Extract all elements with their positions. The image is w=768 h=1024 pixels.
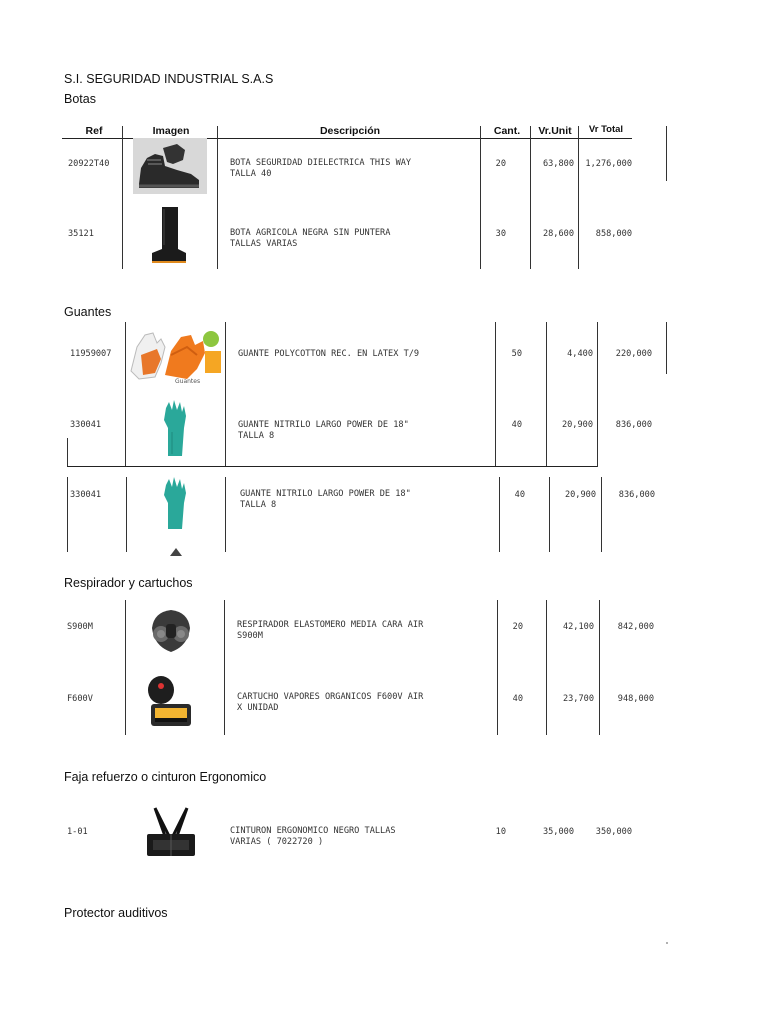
row-vr-unit: 23,700 <box>562 694 594 704</box>
row-vr-total: 220,000 <box>615 349 652 359</box>
section-title-protector: Protector auditivos <box>64 906 168 920</box>
row-description-line1: CARTUCHO VAPORES ORGANICOS F600V AIR <box>237 692 424 702</box>
partial-glove-icon <box>170 543 182 551</box>
safety-boot-icon <box>133 138 207 194</box>
row-ref: 1-01 <box>67 827 88 837</box>
col-divider <box>601 477 602 552</box>
row-cant: 20 <box>512 622 523 632</box>
row-vr-unit: 28,600 <box>542 229 574 239</box>
row-vr-unit: 20,900 <box>561 420 593 430</box>
row-cant: 40 <box>512 694 523 704</box>
nitrile-glove-icon <box>160 398 190 458</box>
row-description-line2: S900M <box>237 631 263 641</box>
row-ref: 35121 <box>68 229 94 239</box>
col-header-ref: Ref <box>85 125 103 137</box>
row-ref: 330041 <box>70 490 102 500</box>
col-divider <box>225 322 226 467</box>
col-divider <box>217 126 218 269</box>
col-header-vr-total: Vr Total <box>588 124 624 135</box>
section-title-botas: Botas <box>64 92 96 106</box>
row-ref: 20922T40 <box>68 159 110 169</box>
respirator-mask-icon <box>146 606 196 656</box>
col-divider <box>67 477 68 552</box>
col-divider <box>666 322 667 374</box>
col-divider <box>546 322 547 467</box>
col-header-vr-unit: Vr.Unit <box>538 125 572 137</box>
row-vr-unit: 20,900 <box>564 490 596 500</box>
row-ref: 330041 <box>70 420 102 430</box>
row-divider <box>67 466 597 467</box>
row-vr-total: 350,000 <box>595 827 632 837</box>
row-vr-unit: 42,100 <box>562 622 594 632</box>
row-description-line1: GUANTE POLYCOTTON REC. EN LATEX T/9 <box>238 349 420 359</box>
row-description-line2: TALLA 40 <box>230 169 272 179</box>
row-cant: 40 <box>514 490 525 500</box>
cartridge-icon <box>143 674 197 732</box>
row-description-line2: VARIAS ( 7022720 ) <box>230 837 324 847</box>
col-divider <box>549 477 550 552</box>
row-cant: 30 <box>495 229 506 239</box>
col-divider <box>499 477 500 552</box>
row-ref: F600V <box>67 694 93 704</box>
row-description-line2: X UNIDAD <box>237 703 279 713</box>
col-divider <box>497 600 498 735</box>
col-divider <box>225 477 226 552</box>
row-vr-total: 836,000 <box>615 420 652 430</box>
col-divider <box>597 322 598 467</box>
row-cant: 10 <box>495 827 506 837</box>
row-description-line2: TALLA 8 <box>238 431 275 441</box>
col-divider <box>666 126 667 181</box>
row-vr-total: 836,000 <box>618 490 655 500</box>
row-cant: 40 <box>511 420 522 430</box>
col-divider <box>480 126 481 269</box>
col-divider <box>546 600 547 735</box>
row-vr-unit: 35,000 <box>542 827 574 837</box>
col-divider <box>224 600 225 735</box>
stray-mark <box>666 942 668 944</box>
col-divider <box>578 126 579 269</box>
col-divider <box>126 477 127 552</box>
row-ref: S900M <box>67 622 93 632</box>
svg-text:Guantes: Guantes <box>175 378 201 385</box>
row-description-line1: GUANTE NITRILO LARGO POWER DE 18" <box>240 489 411 499</box>
row-cant: 50 <box>511 349 522 359</box>
row-vr-unit: 4,400 <box>567 349 593 359</box>
col-divider <box>495 322 496 467</box>
col-divider <box>530 126 531 269</box>
row-vr-unit: 63,800 <box>542 159 574 169</box>
row-description-line1: RESPIRADOR ELASTOMERO MEDIA CARA AIR <box>237 620 424 630</box>
row-cant: 20 <box>495 159 506 169</box>
row-description-line1: BOTA SEGURIDAD DIELECTRICA THIS WAY <box>230 158 412 168</box>
row-description-line1: CINTURON ERGONOMICO NEGRO TALLAS <box>230 826 396 836</box>
col-divider <box>67 438 68 467</box>
row-ref: 11959007 <box>70 349 112 359</box>
section-title-respirador: Respirador y cartuchos <box>64 576 193 590</box>
section-title-guantes: Guantes <box>64 305 112 319</box>
col-header-imagen: Imagen <box>152 125 190 137</box>
section-title-faja: Faja refuerzo o cinturon Ergonomico <box>64 770 267 784</box>
row-vr-total: 1,276,000 <box>585 159 632 169</box>
col-divider <box>125 322 126 467</box>
row-vr-total: 842,000 <box>617 622 654 632</box>
row-description-line2: TALLAS VARIAS <box>230 239 298 249</box>
back-support-belt-icon <box>145 806 197 860</box>
col-header-descripcion: Descripción <box>319 125 381 137</box>
latex-gloves-icon <box>127 325 223 385</box>
col-divider <box>122 126 123 269</box>
row-vr-total: 858,000 <box>595 229 632 239</box>
col-divider <box>599 600 600 735</box>
nitrile-glove-icon <box>160 475 190 531</box>
row-description-line2: TALLA 8 <box>240 500 277 510</box>
row-description-line1: BOTA AGRICOLA NEGRA SIN PUNTERA <box>230 228 391 238</box>
rubber-boot-icon <box>148 205 188 265</box>
row-description-line1: GUANTE NITRILO LARGO POWER DE 18" <box>238 420 409 430</box>
company-name: S.I. SEGURIDAD INDUSTRIAL S.A.S <box>64 72 274 86</box>
row-vr-total: 948,000 <box>617 694 654 704</box>
col-divider <box>125 600 126 735</box>
col-header-cant: Cant. <box>493 125 521 137</box>
